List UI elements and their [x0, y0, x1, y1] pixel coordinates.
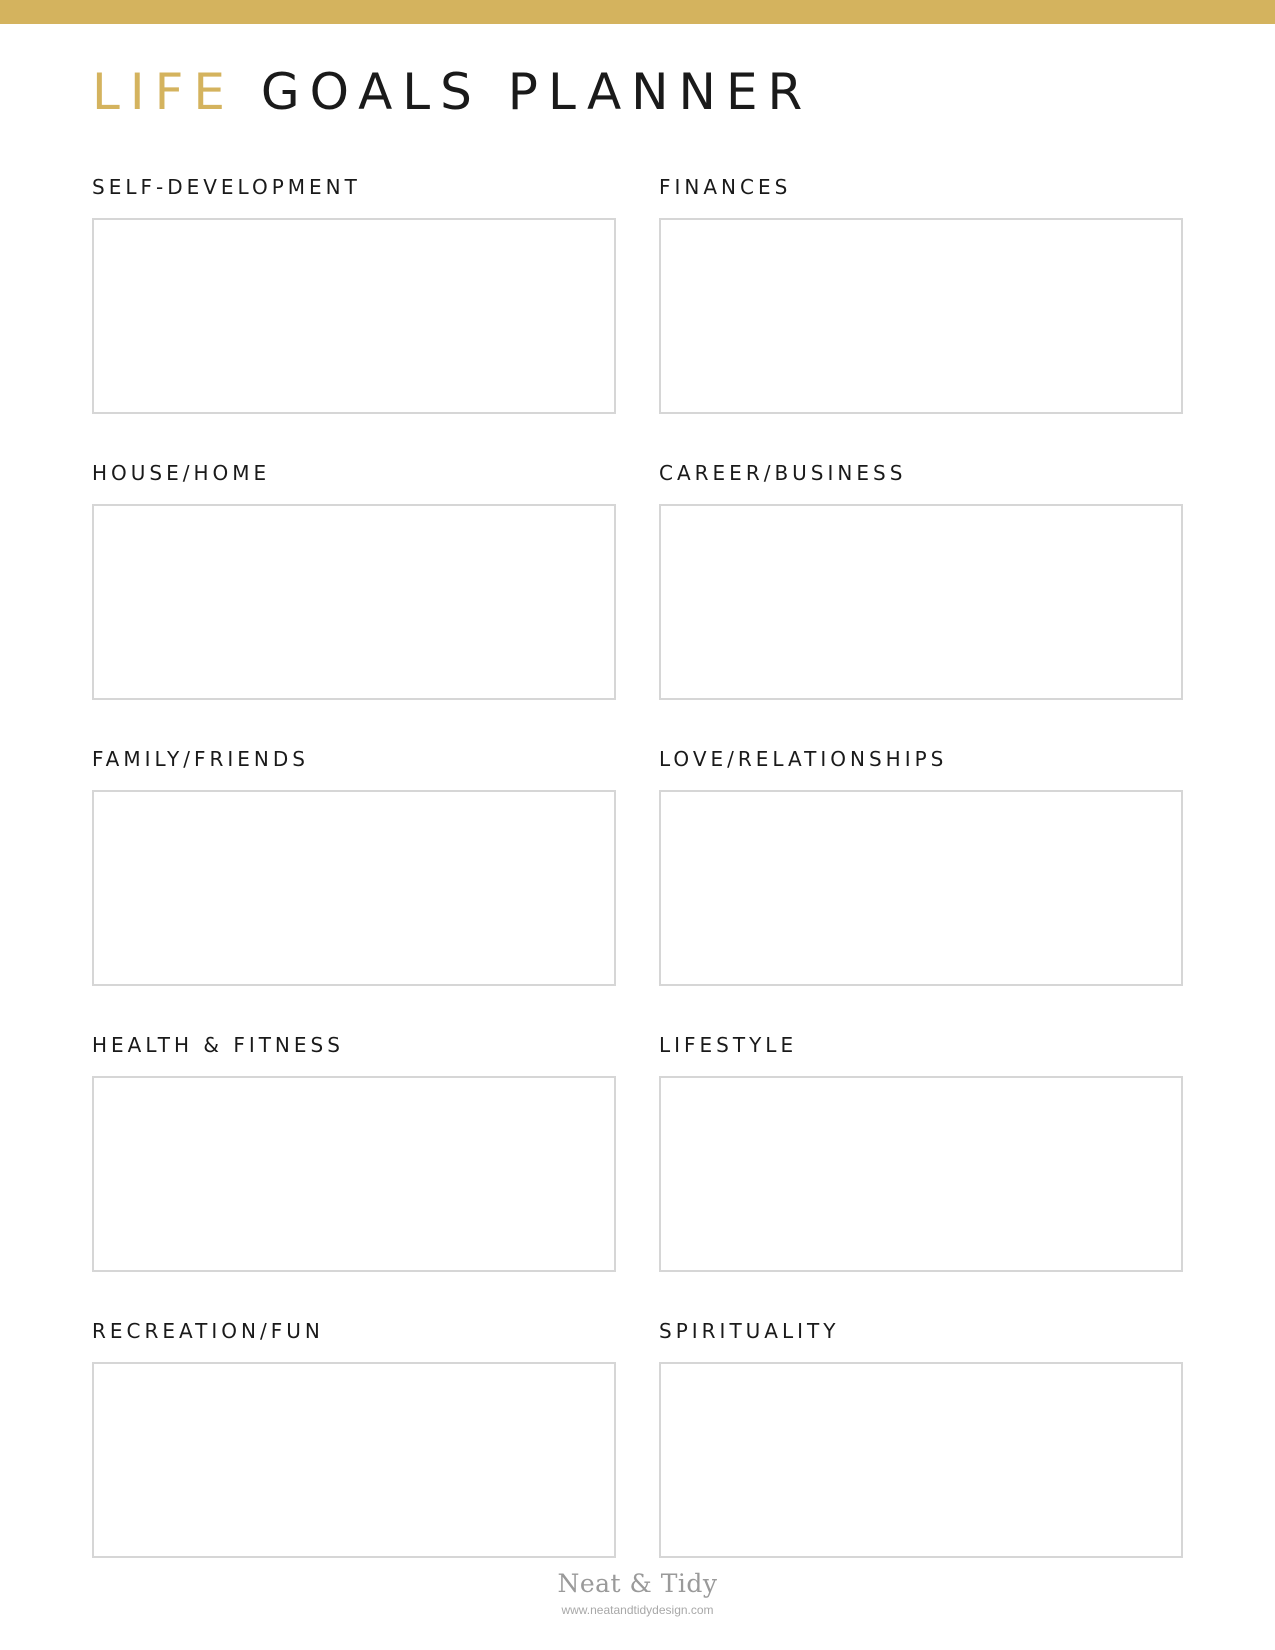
goals-grid — [92, 175, 1183, 1605]
goal-input-box[interactable] — [92, 1076, 616, 1272]
goal-input-box[interactable] — [92, 790, 616, 986]
page-title-main: GOALS PLANNER — [260, 63, 813, 121]
section-spirituality — [659, 1319, 1183, 1605]
top-accent-bar — [0, 0, 1275, 24]
footer — [0, 1568, 1275, 1618]
section-label: SELF-DEVELOPMENT — [92, 175, 361, 199]
section-label: LIFESTYLE — [659, 1033, 798, 1057]
section-label: SPIRITUALITY — [659, 1319, 840, 1343]
website-url: www.neatandtidydesign.com — [561, 1603, 714, 1617]
goal-input-box[interactable] — [659, 504, 1183, 700]
section-finances — [659, 175, 1183, 461]
section-recreation-fun — [92, 1319, 616, 1605]
section-label: CAREER/BUSINESS — [659, 461, 907, 485]
brand-logo: Neat & Tidy — [557, 1569, 718, 1598]
goal-input-box[interactable] — [659, 1362, 1183, 1558]
section-lifestyle — [659, 1033, 1183, 1319]
section-label: FINANCES — [659, 175, 792, 199]
section-label: FAMILY/FRIENDS — [92, 747, 309, 771]
page-title — [92, 62, 812, 122]
section-label: LOVE/RELATIONSHIPS — [659, 747, 948, 771]
goal-input-box[interactable] — [92, 218, 616, 414]
goal-input-box[interactable] — [659, 790, 1183, 986]
section-health-fitness — [92, 1033, 616, 1319]
goal-input-box[interactable] — [659, 218, 1183, 414]
goal-input-box[interactable] — [92, 504, 616, 700]
section-family-friends — [92, 747, 616, 1033]
goal-input-box[interactable] — [659, 1076, 1183, 1272]
section-house-home — [92, 461, 616, 747]
section-label: RECREATION/FUN — [92, 1319, 324, 1343]
goal-input-box[interactable] — [92, 1362, 616, 1558]
page-title-accent: LIFE — [92, 63, 235, 121]
section-career-business — [659, 461, 1183, 747]
section-love-relationships — [659, 747, 1183, 1033]
section-label: HOUSE/HOME — [92, 461, 271, 485]
section-self-development — [92, 175, 616, 461]
section-label: HEALTH & FITNESS — [92, 1033, 344, 1057]
